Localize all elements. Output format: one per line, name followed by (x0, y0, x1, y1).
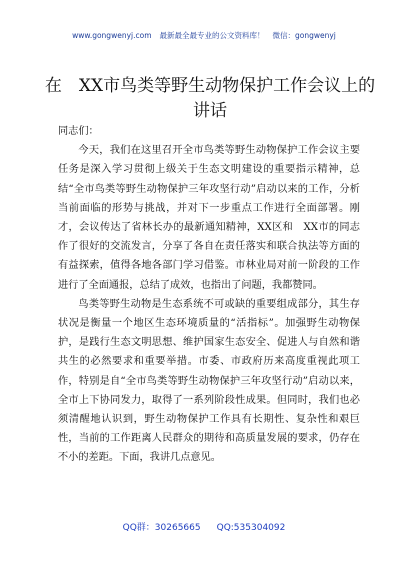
site-tagline: 最新最全最专业的公文资料库！ (159, 31, 265, 40)
site-header (0, 30, 408, 41)
document-title: 在 XX市鸟类等野生动物保护工作会议上的讲话 (44, 76, 376, 121)
document-body (58, 122, 360, 468)
qq-label: QQ:535304092 (216, 523, 286, 533)
contact-footer (0, 520, 408, 533)
greeting: 同志们： (58, 126, 99, 137)
paragraph-2: 鸟类等野生动物是生态系统不可或缺的重要组成部分，其生存状况是衡量一个地区生态环境质量的“活指标”。加强野生动物保护，是践行生态文明思想、维护国家生态安全、促进人与自然和谐共生的必然要求和重要举措。市委、市政府历来高度重视此项工作，特别是自“全市鸟类等野生动物保护三年攻坚行动”启动以来，全市上下协同发力，取得了一系列阶段性成果。但同时，我们也必须清醒地认识到，野生动物保护工作具有长期性、复杂性和艰巨性，当前的工作距离人民群众的期待和高质量发展的要求，仍存在不小的差距。下面，我讲几点意见。 (58, 298, 360, 464)
wechat-label: 微信：gongwenyj (272, 31, 336, 40)
paragraph-1: 今天，我们在这里召开全市鸟类等野生动物保护工作会议主要任务是深入学习贯彻上级关于生态文明建设的重要指示精神，总结“全市鸟类等野生动物保护三年攻坚行动”启动以来的工作，分析当前面临的形势与挑战，并对下一步重点工作进行全面部署。刚才，会议传达了省林长办的最新通知精神，XX区和 XX市的同志作了很好的交流发言，分享了各自在责任落实和联合执法等方面的有益探索，值得各地各部门学习借鉴。市林业局对前一阶段的工作进行了全面通报，总结了成效，也指出了问题，我都赞同。 (58, 145, 360, 291)
site-link[interactable]: www.gongwenyj.com (72, 31, 152, 40)
qq-group-label: QQ群：30265665 (122, 523, 201, 533)
